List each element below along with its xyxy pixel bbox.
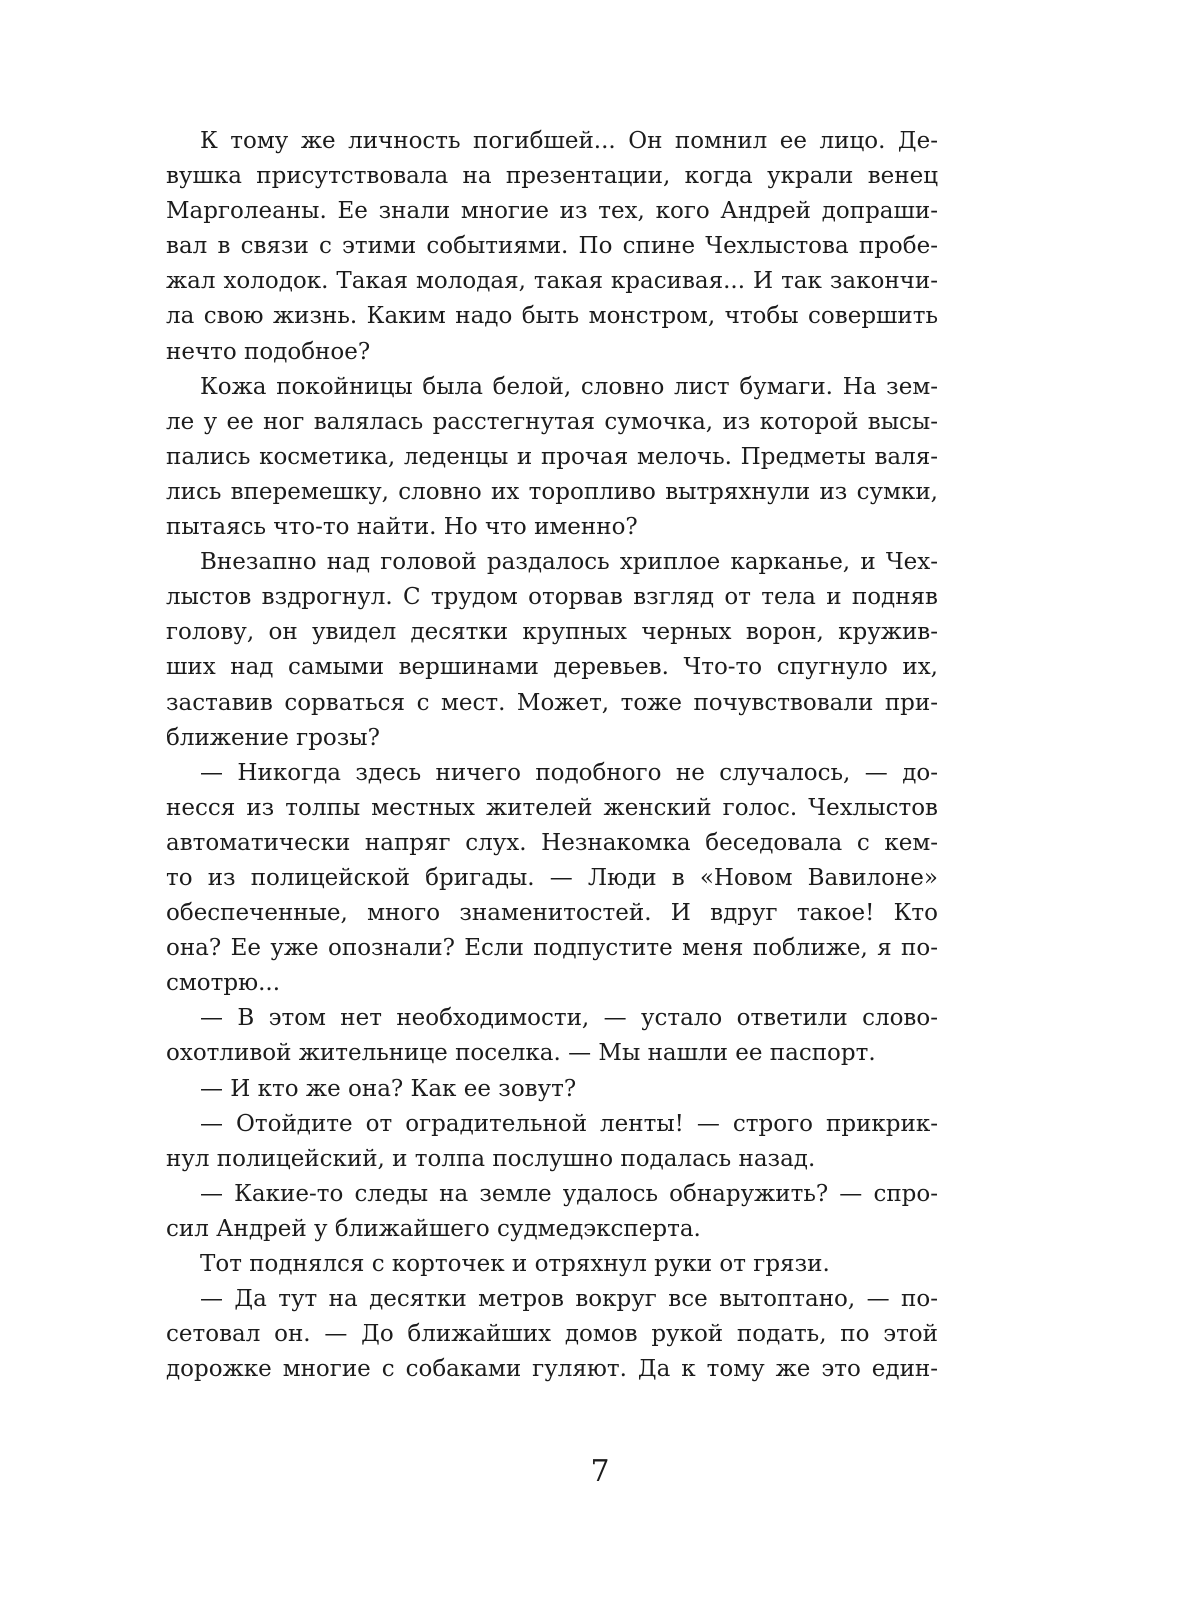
text-line: то из полицейской бригады. — Люди в «Новом Вавилоне» bbox=[166, 864, 938, 891]
text-line: жал холодок. Такая молодая, такая красивая... И так закончи- bbox=[166, 268, 938, 295]
text-line: ла свою жизнь. Каким надо быть монстром, чтобы совершить bbox=[166, 303, 938, 330]
text-line: К тому же личность погибшей... Он помнил ее лицо. Де- bbox=[200, 128, 938, 154]
text-line: пытаясь что-то найти. Но что именно? bbox=[166, 514, 638, 541]
text-line: — Да тут на десятки метров вокруг все вытоптано, — по- bbox=[200, 1286, 938, 1313]
text-line: ших над самыми вершинами деревьев. Что-то спугнуло их, bbox=[166, 654, 938, 681]
text-line: заставив сорваться с мест. Может, тоже почувствовали при- bbox=[166, 689, 938, 716]
text-line: ближение грозы? bbox=[166, 724, 380, 751]
text-line: вал в связи с этими событиями. По спине Чехлыстова пробе- bbox=[166, 233, 938, 260]
text-line: несся из толпы местных жителей женский голос. Чехлыстов bbox=[166, 794, 938, 821]
text-line: Марголеаны. Ее знали многие из тех, кого Андрей допраши- bbox=[166, 198, 938, 225]
text-line: Тот поднялся с корточек и отряхнул руки от грязи. bbox=[200, 1251, 830, 1277]
text-line: дорожке многие с собаками гуляют. Да к тому же это един- bbox=[166, 1356, 938, 1383]
text-line: нечто подобное? bbox=[166, 338, 371, 365]
text-line: пались косметика, леденцы и прочая мелочь. Предметы валя- bbox=[166, 443, 938, 470]
text-line: ле у ее ног валялась расстегнутая сумочка, из которой высы- bbox=[166, 408, 938, 435]
page-number: 7 bbox=[590, 1454, 610, 1489]
page-body bbox=[166, 124, 938, 1424]
text-line: вушка присутствовала на презентации, когда украли венец bbox=[166, 163, 938, 190]
text-line: обеспеченные, много знаменитостей. И вдруг такое! Кто bbox=[166, 900, 938, 927]
text-line: — Отойдите от оградительной ленты! — строго прикрик- bbox=[200, 1110, 938, 1137]
text-line: охотливой жительнице поселка. — Мы нашли ее паспорт. bbox=[166, 1040, 876, 1067]
text-line: — Какие-то следы на земле удалось обнаружить? — спро- bbox=[200, 1180, 938, 1207]
text-line: голову, он увидел десятки крупных черных ворон, кружив- bbox=[166, 619, 938, 646]
text-line: — Никогда здесь ничего подобного не случалось, — до- bbox=[200, 759, 938, 786]
text-line: Внезапно над головой раздалось хриплое карканье, и Чех- bbox=[200, 549, 938, 576]
text-line: автоматически напряг слух. Незнакомка беседовала с кем- bbox=[166, 829, 938, 856]
text-line: Кожа покойницы была белой, словно лист бумаги. На зем- bbox=[200, 373, 938, 400]
text-line: — В этом нет необходимости, — устало ответили слово- bbox=[200, 1005, 938, 1032]
text-line: сетовал он. — До ближайших домов рукой подать, по этой bbox=[166, 1321, 938, 1348]
text-line: — И кто же она? Как ее зовут? bbox=[200, 1075, 577, 1102]
text-line: смотрю... bbox=[166, 970, 281, 997]
text-line: нул полицейский, и толпа послушно подалась назад. bbox=[166, 1145, 816, 1172]
text-line: сил Андрей у ближайшего судмедэксперта. bbox=[166, 1215, 701, 1242]
text-line: она? Ее уже опознали? Если подпустите меня поближе, я по- bbox=[166, 935, 938, 962]
text-line: лись вперемешку, словно их торопливо вытряхнули из сумки, bbox=[166, 478, 938, 505]
text-line: лыстов вздрогнул. С трудом оторвав взгляд от тела и подняв bbox=[166, 584, 938, 611]
